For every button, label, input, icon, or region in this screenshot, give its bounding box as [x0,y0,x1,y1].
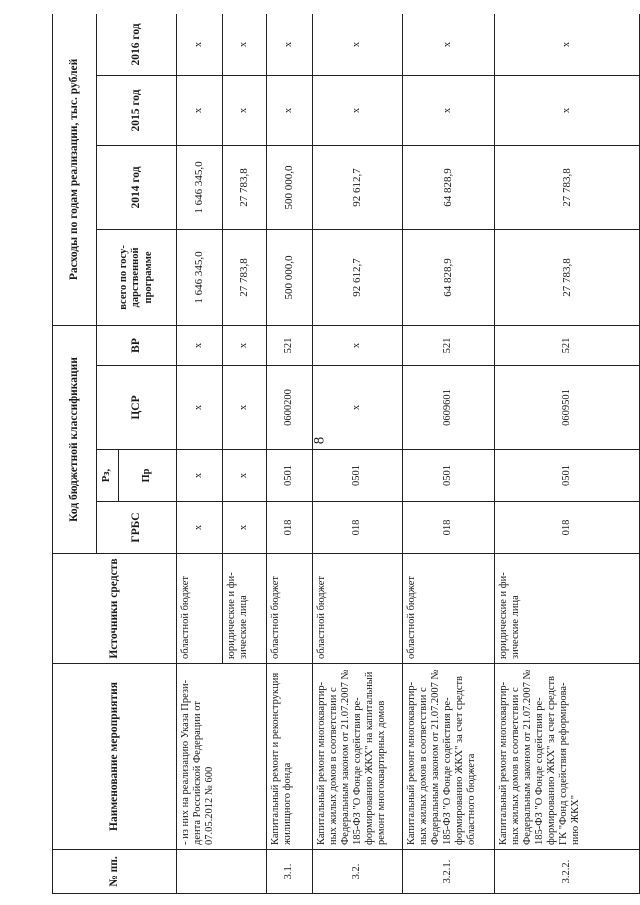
row-source: областной бюджет [267,554,313,664]
row-2016: х [267,14,313,75]
row-rzpr: 0501 [267,450,313,502]
header-expenses: Расходы по годам реализации, тыс. рублей [53,14,97,325]
row-total: 27 783,8 [495,229,640,325]
row-2016: х [403,14,495,75]
row-vr: х [223,325,267,365]
row-2014: 64 828,9 [403,145,495,229]
row-csr: 0609601 [403,366,495,450]
header-name: Наименование мероприятия [53,664,177,850]
row-vr: х [313,325,403,365]
row-csr: х [313,366,403,450]
header-grbs: ГРБС [97,502,177,554]
header-vr: ВР [97,325,177,365]
row-2014: 1 646 345,0 [177,145,223,229]
row-name: Капитальный ремонт многоквартирных жилых домов в соответствии с Федеральным законом от 21.07.2007 № 185-ФЗ "О Фонде содействия реформированию ЖКХ" на капитальный ремонт многоквартирных домов [313,664,403,850]
row-rzpr: 0501 [495,450,640,502]
header-sources: Источники средств [53,554,177,664]
rotated-table-sheet [52,14,640,894]
row-name: Капитальный ремонт многоквартирных жилых домов в соответствии с Федеральным законом от 21.07.2007 № 185-ФЗ "О Фонде содействия реформированию ЖКХ" за счет средств областного бюджета [403,664,495,850]
row-csr: х [177,366,223,450]
row-rzpr: 0501 [313,450,403,502]
row-grbs: х [177,502,223,554]
row-2014: 27 783,8 [223,145,267,229]
header-num: № пп. [53,850,177,894]
row-csr: х [223,366,267,450]
row-vr: 521 [495,325,640,365]
row-total: 500 000,0 [267,229,313,325]
header-total: всего по государственной программе [97,229,177,325]
row-source: областной бюджет [177,554,223,664]
table-row [313,14,403,894]
row-grbs: 018 [403,502,495,554]
row-total: 92 612,7 [313,229,403,325]
header-pr: Пр [119,450,177,502]
page-number: 8 [311,436,328,445]
row-2016: х [223,14,267,75]
row-2015: х [403,75,495,145]
header-2016: 2016 год [97,14,177,75]
row-grbs: х [223,502,267,554]
row-rzpr: 0501 [403,450,495,502]
row-name: Капитальный ремонт и реконструкция жилищного фонда [267,664,313,850]
row-2014: 27 783,8 [495,145,640,229]
row-2015: х [177,75,223,145]
row-2016: х [177,14,223,75]
row-rzpr: х [223,450,267,502]
row-name: Капитальный ремонт многоквартирных жилых домов в соответствии с Федеральным законом от 21.07.2007 № 185-ФЗ "О Фонде содействия реформированию ЖКХ" за счет средств ГК "Фонд содействия реформированию ЖКХ" [495,664,640,850]
header-2015: 2015 год [97,75,177,145]
row-source: областной бюджет [403,554,495,664]
row-2016: х [495,14,640,75]
row-total: 1 646 345,0 [177,229,223,325]
row-total: 27 783,8 [223,229,267,325]
row-num [177,850,267,894]
row-2015: х [495,75,640,145]
row-num: 3.1. [267,850,313,894]
row-vr: 521 [267,325,313,365]
table-row [267,14,313,894]
row-2014: 92 612,7 [313,145,403,229]
header-2014: 2014 год [97,145,177,229]
header-csr: ЦСР [97,366,177,450]
row-grbs: 018 [313,502,403,554]
row-2015: х [267,75,313,145]
row-name: - из них на реализацию Указа Президента Российской Федерации от 07.05.2012 № 600 [177,664,267,850]
header-rz: Рз, [97,450,119,502]
table-row [177,14,223,894]
row-source: юридические и физические лица [495,554,640,664]
table-row [495,14,640,894]
budget-table [52,14,640,894]
row-total: 64 828,9 [403,229,495,325]
row-num: 3.2.1. [403,850,495,894]
row-grbs: 018 [267,502,313,554]
row-2015: х [223,75,267,145]
table-row [403,14,495,894]
row-2015: х [313,75,403,145]
row-csr: 0600200 [267,366,313,450]
row-rzpr: х [177,450,223,502]
row-source: юридические и физические лица [223,554,267,664]
row-vr: х [177,325,223,365]
row-2016: х [313,14,403,75]
row-vr: 521 [403,325,495,365]
row-2014: 500 000,0 [267,145,313,229]
document-page [52,14,640,894]
row-csr: 0609501 [495,366,640,450]
row-grbs: 018 [495,502,640,554]
row-num: 3.2. [313,850,403,894]
row-source: областной бюджет [313,554,403,664]
header-budget-code: Код бюджетной классификации [53,325,97,553]
row-num: 3.2.2. [495,850,640,894]
